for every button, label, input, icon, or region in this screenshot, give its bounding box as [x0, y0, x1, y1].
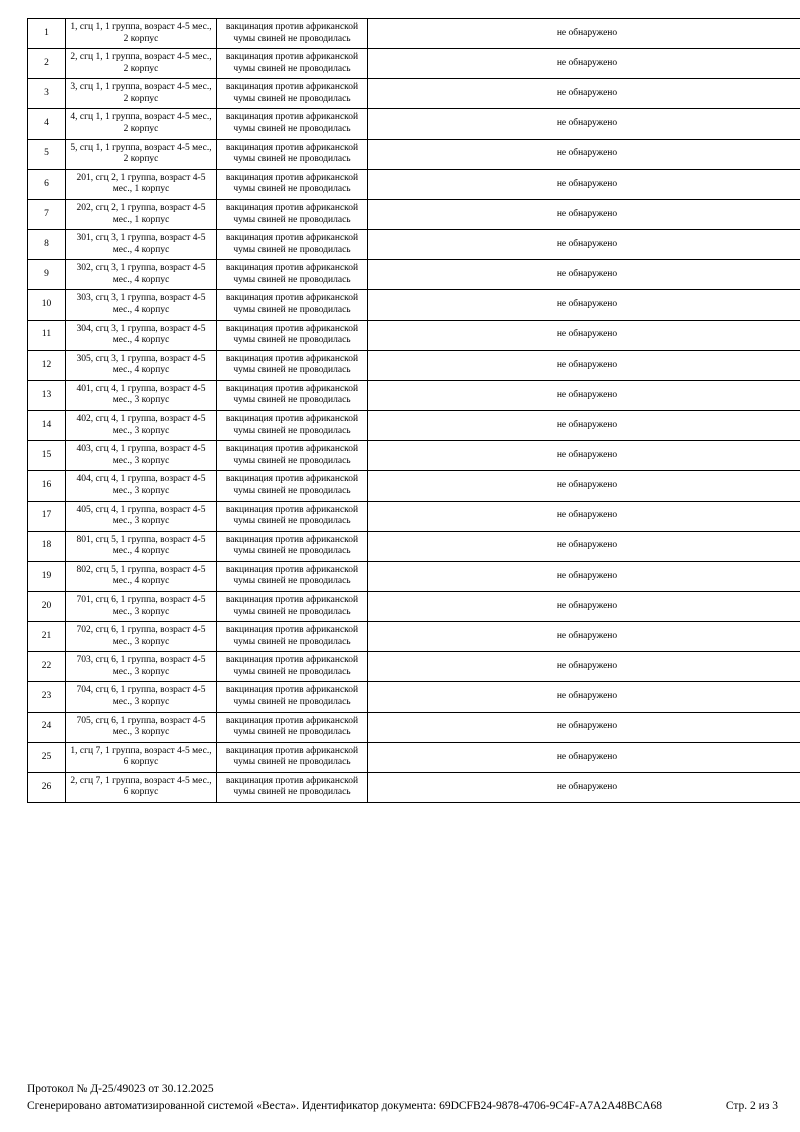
cell-number: 25 [28, 742, 66, 772]
cell-number: 19 [28, 561, 66, 591]
cell-vaccination: вакцинация против африканской чумы свиней не проводилась [217, 591, 368, 621]
cell-vaccination: вакцинация против африканской чумы свиней не проводилась [217, 350, 368, 380]
cell-result: не обнаружено [368, 682, 800, 712]
cell-sample: 703, сгц 6, 1 группа, возраст 4-5 мес., 3 корпус [66, 652, 217, 682]
cell-sample: 704, сгц 6, 1 группа, возраст 4-5 мес., 3 корпус [66, 682, 217, 712]
table-row [28, 199, 800, 229]
cell-vaccination: вакцинация против африканской чумы свиней не проводилась [217, 742, 368, 772]
cell-number: 15 [28, 441, 66, 471]
table-row [28, 742, 800, 772]
cell-sample: 2, сгц 1, 1 группа, возраст 4-5 мес., 2 корпус [66, 49, 217, 79]
cell-number: 13 [28, 380, 66, 410]
cell-result: не обнаружено [368, 230, 800, 260]
table-row [28, 169, 800, 199]
table-row [28, 471, 800, 501]
table-row [28, 531, 800, 561]
cell-sample: 305, сгц 3, 1 группа, возраст 4-5 мес., 4 корпус [66, 350, 217, 380]
cell-sample: 701, сгц 6, 1 группа, возраст 4-5 мес., 3 корпус [66, 591, 217, 621]
table-row [28, 380, 800, 410]
cell-vaccination: вакцинация против африканской чумы свиней не проводилась [217, 169, 368, 199]
cell-vaccination: вакцинация против африканской чумы свиней не проводилась [217, 622, 368, 652]
cell-sample: 304, сгц 3, 1 группа, возраст 4-5 мес., 4 корпус [66, 320, 217, 350]
cell-result: не обнаружено [368, 139, 800, 169]
cell-result: не обнаружено [368, 169, 800, 199]
cell-number: 21 [28, 622, 66, 652]
cell-number: 26 [28, 772, 66, 802]
table-row [28, 290, 800, 320]
cell-vaccination: вакцинация против африканской чумы свиней не проводилась [217, 471, 368, 501]
document-footer [27, 1081, 778, 1116]
cell-sample: 1, сгц 1, 1 группа, возраст 4-5 мес., 2 корпус [66, 19, 217, 49]
cell-result: не обнаружено [368, 441, 800, 471]
cell-vaccination: вакцинация против африканской чумы свиней не проводилась [217, 320, 368, 350]
cell-sample: 1, сгц 7, 1 группа, возраст 4-5 мес., 6 корпус [66, 742, 217, 772]
cell-number: 11 [28, 320, 66, 350]
cell-number: 24 [28, 712, 66, 742]
cell-vaccination: вакцинация против африканской чумы свиней не проводилась [217, 411, 368, 441]
cell-result: не обнаружено [368, 49, 800, 79]
cell-sample: 303, сгц 3, 1 группа, возраст 4-5 мес., 4 корпус [66, 290, 217, 320]
cell-vaccination: вакцинация против африканской чумы свиней не проводилась [217, 441, 368, 471]
cell-sample: 3, сгц 1, 1 группа, возраст 4-5 мес., 2 корпус [66, 79, 217, 109]
cell-result: не обнаружено [368, 290, 800, 320]
results-table-body [28, 19, 800, 803]
cell-vaccination: вакцинация против африканской чумы свиней не проводилась [217, 290, 368, 320]
cell-result: не обнаружено [368, 622, 800, 652]
cell-number: 14 [28, 411, 66, 441]
cell-sample: 802, сгц 5, 1 группа, возраст 4-5 мес., 4 корпус [66, 561, 217, 591]
cell-result: не обнаружено [368, 712, 800, 742]
table-row [28, 139, 800, 169]
cell-vaccination: вакцинация против африканской чумы свиней не проводилась [217, 561, 368, 591]
cell-number: 22 [28, 652, 66, 682]
cell-number: 4 [28, 109, 66, 139]
cell-result: не обнаружено [368, 79, 800, 109]
table-row [28, 772, 800, 802]
cell-sample: 4, сгц 1, 1 группа, возраст 4-5 мес., 2 корпус [66, 109, 217, 139]
cell-result: не обнаружено [368, 411, 800, 441]
cell-vaccination: вакцинация против африканской чумы свиней не проводилась [217, 19, 368, 49]
cell-number: 9 [28, 260, 66, 290]
cell-number: 10 [28, 290, 66, 320]
cell-sample: 702, сгц 6, 1 группа, возраст 4-5 мес., 3 корпус [66, 622, 217, 652]
cell-sample: 705, сгц 6, 1 группа, возраст 4-5 мес., 3 корпус [66, 712, 217, 742]
cell-number: 2 [28, 49, 66, 79]
cell-number: 1 [28, 19, 66, 49]
cell-sample: 405, сгц 4, 1 группа, возраст 4-5 мес., 3 корпус [66, 501, 217, 531]
cell-sample: 201, сгц 2, 1 группа, возраст 4-5 мес., 1 корпус [66, 169, 217, 199]
table-row [28, 712, 800, 742]
table-row [28, 49, 800, 79]
cell-result: не обнаружено [368, 380, 800, 410]
cell-number: 6 [28, 169, 66, 199]
footer-page-number: Стр. 2 из 3 [725, 1099, 778, 1112]
cell-number: 7 [28, 199, 66, 229]
cell-sample: 403, сгц 4, 1 группа, возраст 4-5 мес., 3 корпус [66, 441, 217, 471]
footer-bottom-row [27, 1098, 778, 1115]
cell-number: 23 [28, 682, 66, 712]
cell-vaccination: вакцинация против африканской чумы свиней не проводилась [217, 230, 368, 260]
table-row [28, 411, 800, 441]
cell-vaccination: вакцинация против африканской чумы свиней не проводилась [217, 260, 368, 290]
cell-vaccination: вакцинация против африканской чумы свиней не проводилась [217, 652, 368, 682]
table-row [28, 622, 800, 652]
cell-sample: 301, сгц 3, 1 группа, возраст 4-5 мес., 4 корпус [66, 230, 217, 260]
cell-number: 20 [28, 591, 66, 621]
cell-sample: 302, сгц 3, 1 группа, возраст 4-5 мес., 4 корпус [66, 260, 217, 290]
cell-vaccination: вакцинация против африканской чумы свиней не проводилась [217, 79, 368, 109]
cell-result: не обнаружено [368, 350, 800, 380]
table-row [28, 441, 800, 471]
cell-number: 18 [28, 531, 66, 561]
table-row [28, 109, 800, 139]
footer-protocol: Протокол № Д-25/49023 от 30.12.2025 [27, 1082, 214, 1095]
results-table [27, 18, 800, 803]
cell-sample: 5, сгц 1, 1 группа, возраст 4-5 мес., 2 корпус [66, 139, 217, 169]
cell-result: не обнаружено [368, 772, 800, 802]
cell-vaccination: вакцинация против африканской чумы свиней не проводилась [217, 380, 368, 410]
cell-result: не обнаружено [368, 260, 800, 290]
table-row [28, 501, 800, 531]
cell-result: не обнаружено [368, 531, 800, 561]
cell-result: не обнаружено [368, 652, 800, 682]
table-row [28, 230, 800, 260]
table-row [28, 591, 800, 621]
cell-vaccination: вакцинация против африканской чумы свиней не проводилась [217, 712, 368, 742]
cell-result: не обнаружено [368, 561, 800, 591]
table-row [28, 260, 800, 290]
cell-sample: 2, сгц 7, 1 группа, возраст 4-5 мес., 6 корпус [66, 772, 217, 802]
cell-sample: 202, сгц 2, 1 группа, возраст 4-5 мес., 1 корпус [66, 199, 217, 229]
cell-vaccination: вакцинация против африканской чумы свиней не проводилась [217, 682, 368, 712]
cell-number: 5 [28, 139, 66, 169]
cell-vaccination: вакцинация против африканской чумы свиней не проводилась [217, 49, 368, 79]
footer-generated-note: Сгенерировано автоматизированной системой «Веста». Идентификатор документа: 69DCFB24-9878-4706-9C4F-A7A2A48BCA68 [27, 1099, 663, 1112]
cell-result: не обнаружено [368, 109, 800, 139]
cell-result: не обнаружено [368, 742, 800, 772]
table-row [28, 652, 800, 682]
table-row [28, 682, 800, 712]
cell-number: 17 [28, 501, 66, 531]
cell-vaccination: вакцинация против африканской чумы свиней не проводилась [217, 199, 368, 229]
cell-result: не обнаружено [368, 591, 800, 621]
cell-sample: 801, сгц 5, 1 группа, возраст 4-5 мес., 4 корпус [66, 531, 217, 561]
cell-vaccination: вакцинация против африканской чумы свиней не проводилась [217, 109, 368, 139]
cell-result: не обнаружено [368, 471, 800, 501]
cell-vaccination: вакцинация против африканской чумы свиней не проводилась [217, 139, 368, 169]
cell-result: не обнаружено [368, 199, 800, 229]
cell-vaccination: вакцинация против африканской чумы свиней не проводилась [217, 772, 368, 802]
table-row [28, 19, 800, 49]
cell-number: 3 [28, 79, 66, 109]
cell-sample: 401, сгц 4, 1 группа, возраст 4-5 мес., 3 корпус [66, 380, 217, 410]
cell-number: 8 [28, 230, 66, 260]
table-row [28, 79, 800, 109]
cell-result: не обнаружено [368, 320, 800, 350]
table-row [28, 561, 800, 591]
table-row [28, 320, 800, 350]
cell-sample: 404, сгц 4, 1 группа, возраст 4-5 мес., 3 корпус [66, 471, 217, 501]
cell-result: не обнаружено [368, 501, 800, 531]
cell-sample: 402, сгц 4, 1 группа, возраст 4-5 мес., 3 корпус [66, 411, 217, 441]
cell-vaccination: вакцинация против африканской чумы свиней не проводилась [217, 501, 368, 531]
cell-number: 12 [28, 350, 66, 380]
cell-result: не обнаружено [368, 19, 800, 49]
cell-vaccination: вакцинация против африканской чумы свиней не проводилась [217, 531, 368, 561]
cell-number: 16 [28, 471, 66, 501]
table-row [28, 350, 800, 380]
